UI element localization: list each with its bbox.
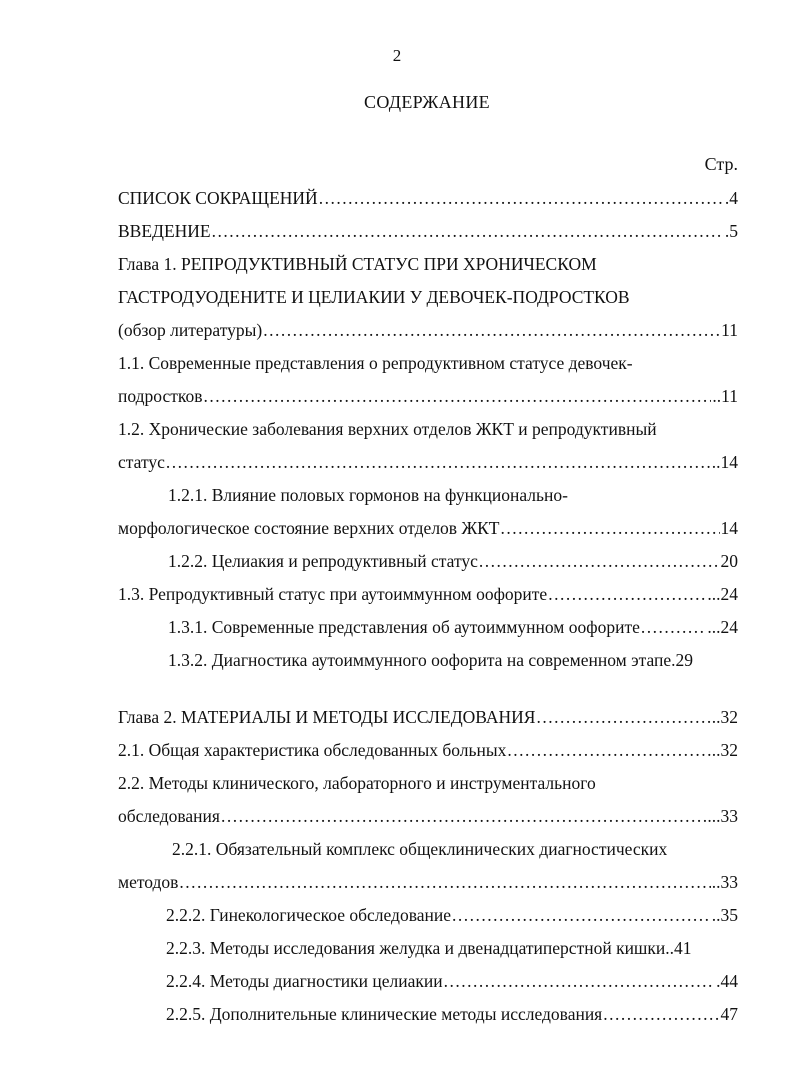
toc-entry-text: морфологическое состояние верхних отделов ЖКТ <box>118 518 500 538</box>
table-of-contents <box>118 182 738 1031</box>
toc-entry-ch1-line2 <box>118 281 738 314</box>
toc-entry-1-3-2 <box>118 644 738 677</box>
dot-leader <box>221 800 706 833</box>
toc-entry-page: ...24 <box>707 617 738 637</box>
dot-leader <box>452 899 711 932</box>
toc-entry-2-2-5 <box>118 998 738 1031</box>
dot-leader <box>603 998 719 1031</box>
dot-leader <box>263 314 720 347</box>
dot-leader <box>536 701 710 734</box>
toc-entry-1-2-2 <box>118 545 738 578</box>
toc-entry-1-3-1 <box>118 611 738 644</box>
toc-entry-text: ГАСТРОДУОДЕНИТЕ И ЦЕЛИАКИИ У ДЕВОЧЕК-ПОДРОСТКОВ <box>118 287 630 307</box>
toc-entry-2-2-1-line2 <box>118 866 738 899</box>
dot-leader <box>166 446 711 479</box>
dot-leader <box>548 578 706 611</box>
toc-entry-text: СПИСОК СОКРАЩЕНИЙ <box>118 188 318 208</box>
toc-entry-text: 2.2.5. Дополнительные клинические методы исследования <box>166 1004 603 1024</box>
toc-entry-2-1 <box>118 734 738 767</box>
dot-leader <box>204 380 712 413</box>
dot-leader <box>507 734 710 767</box>
toc-entry-page: ...33 <box>707 806 738 826</box>
toc-entry-page: ...24 <box>707 584 738 604</box>
dot-leader <box>641 611 707 644</box>
toc-entry-text: 2.1. Общая характеристика обследованных больных <box>118 740 507 760</box>
toc-entry-1-1-line2 <box>118 380 738 413</box>
toc-entry-text: 1.2.1. Влияние половых гормонов на функционально- <box>168 485 568 505</box>
toc-entry-2-2-3 <box>118 932 738 965</box>
toc-entry-text: 1.3.2. Диагностика аутоиммунного оофорита на современном этапе.29 <box>168 650 693 670</box>
toc-entry-text: методов <box>118 872 179 892</box>
toc-entry-1-3 <box>118 578 738 611</box>
toc-entry-page: .4 <box>724 188 738 208</box>
toc-entry-text: Глава 1. РЕПРОДУКТИВНЫЙ СТАТУС ПРИ ХРОНИЧЕСКОМ <box>118 254 597 274</box>
toc-entry-page: ..11 <box>712 386 738 406</box>
section-gap <box>118 677 738 701</box>
toc-entry-page: ..14 <box>711 452 738 472</box>
toc-entry-text: 1.3. Репродуктивный статус при аутоиммунном оофорите <box>118 584 548 604</box>
toc-entry-text: обследования <box>118 806 220 826</box>
page-number: 2 <box>392 46 402 65</box>
toc-entry-text: 2.2.3. Методы исследования желудка и двенадцатиперстной кишки..41 <box>166 938 692 958</box>
toc-entry-page: ..32 <box>711 740 738 760</box>
toc-entry-text: (обзор литературы) <box>118 320 263 340</box>
toc-entry-2-2-2 <box>118 899 738 932</box>
toc-entry-text: 2.2.4. Методы диагностики целиакии <box>166 971 443 991</box>
toc-entry-page: 20 <box>720 551 738 571</box>
toc-entry-2-2-line2 <box>118 800 738 833</box>
toc-entry-page: ..32 <box>711 707 738 727</box>
toc-entry-text: 1.1. Современные представления о репродуктивном статусе девочек- <box>118 353 633 373</box>
dot-leader <box>319 182 724 215</box>
toc-entry-1-2-1-line2 <box>118 512 738 545</box>
toc-entry-ch1-line3 <box>118 314 738 347</box>
toc-entry-page: 47 <box>720 1004 738 1024</box>
toc-entry-1-2-1-line1 <box>118 479 738 512</box>
dot-leader <box>179 866 710 899</box>
toc-entry-text: ВВЕДЕНИЕ <box>118 221 211 241</box>
toc-entry-text: 1.2. Хронические заболевания верхних отделов ЖКТ и репродуктивный <box>118 419 657 439</box>
toc-entry-page: .44 <box>716 971 738 991</box>
toc-entry-1-1-line1 <box>118 347 738 380</box>
toc-entry-2-2-4 <box>118 965 738 998</box>
toc-entry-1-2-line1 <box>118 413 738 446</box>
toc-entry-ch2 <box>118 701 738 734</box>
dot-leader <box>479 545 720 578</box>
toc-entry-abbrev <box>118 182 738 215</box>
toc-entry-page: ..35 <box>711 905 738 925</box>
toc-entry-text: 2.2.2. Гинекологическое обследование <box>166 905 451 925</box>
toc-entry-text: 1.3.1. Современные представления об аутоиммунном оофорите <box>168 617 640 637</box>
dot-leader <box>444 965 716 998</box>
toc-entry-2-2-line1 <box>118 767 738 800</box>
toc-entry-intro <box>118 215 738 248</box>
toc-entry-page: 11 <box>721 320 738 340</box>
toc-entry-ch1-line1 <box>118 248 738 281</box>
toc-entry-page: .5 <box>724 221 738 241</box>
page-column-label: Стр. <box>704 154 738 174</box>
toc-entry-text: 2.2.1. Обязательный комплекс общеклинических диагностических <box>172 839 668 859</box>
page-title: СОДЕРЖАНИЕ <box>364 92 490 112</box>
dot-leader <box>212 215 724 248</box>
toc-entry-1-2-line2 <box>118 446 738 479</box>
toc-entry-text: Глава 2. МАТЕРИАЛЫ И МЕТОДЫ ИССЛЕДОВАНИЯ <box>118 707 536 727</box>
toc-entry-text: статус <box>118 452 165 472</box>
toc-entry-page: 14 <box>720 518 738 538</box>
toc-entry-page: ..33 <box>711 872 738 892</box>
toc-entry-text: 1.2.2. Целиакия и репродуктивный статус <box>168 551 478 571</box>
toc-entry-text: 2.2. Методы клинического, лабораторного и инструментального <box>118 773 596 793</box>
toc-entry-2-2-1-line1 <box>118 833 738 866</box>
dot-leader <box>500 512 719 545</box>
toc-entry-text: подростков <box>118 386 203 406</box>
